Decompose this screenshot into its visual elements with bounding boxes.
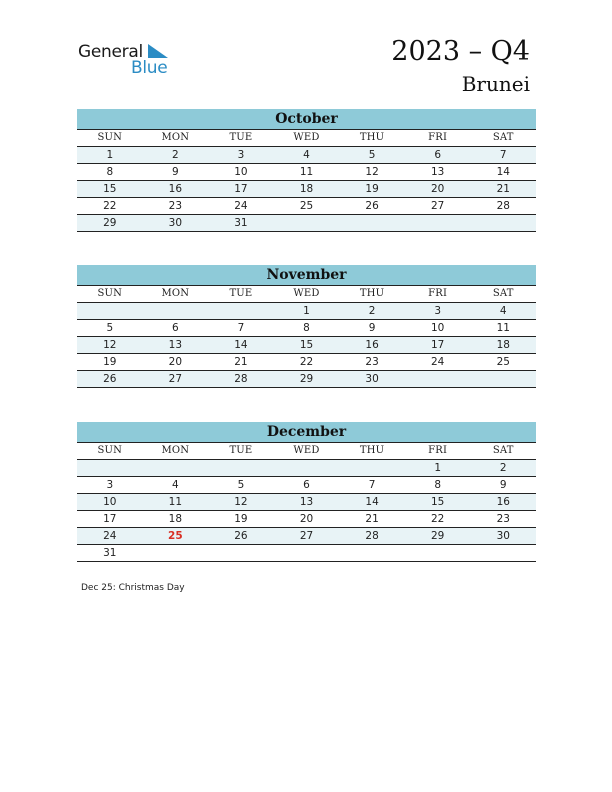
week-row: [77, 477, 536, 494]
country-name: Brunei: [461, 72, 530, 96]
logo: [78, 42, 178, 78]
day-cell: 27: [168, 373, 183, 385]
weekday-label: SAT: [492, 288, 514, 299]
day-cell: 7: [237, 322, 245, 334]
day-cell: 8: [106, 166, 114, 178]
day-cell: 17: [103, 513, 117, 525]
weekday-label: SUN: [97, 288, 123, 299]
day-cell: 3: [106, 479, 114, 491]
week-row: [77, 528, 536, 545]
week-row: [77, 181, 536, 198]
day-cell: [405, 215, 471, 231]
weekday-label: THU: [359, 445, 385, 456]
weekday-label: THU: [359, 132, 385, 143]
month-header: December: [77, 422, 536, 443]
logo-general-text: General: [78, 42, 143, 62]
month-october: [77, 109, 536, 232]
month-header: November: [77, 265, 536, 286]
week-row: [77, 198, 536, 215]
day-cell: 16: [365, 339, 379, 351]
day-cell: 11: [496, 322, 510, 334]
month-december: [77, 422, 536, 562]
weeks: [77, 460, 536, 562]
day-cell: [339, 215, 405, 231]
day-cell: 19: [103, 356, 117, 368]
day-cell: 3: [237, 149, 245, 161]
day-cell: 6: [303, 479, 310, 491]
day-cell: 29: [430, 530, 445, 542]
weekday-label: WED: [293, 445, 320, 456]
day-cell: 15: [299, 339, 314, 351]
day-cell: 10: [103, 496, 117, 508]
day-cell: 30: [168, 217, 183, 229]
day-cell: 20: [430, 183, 445, 195]
day-cell: 12: [103, 339, 117, 351]
day-cell: 8: [303, 322, 310, 334]
weeks: [77, 303, 536, 388]
day-cell: 10: [234, 166, 248, 178]
day-cell: 31: [234, 217, 248, 229]
day-cell: 25: [299, 200, 314, 212]
day-cell: 8: [434, 479, 442, 491]
day-cell: 9: [499, 479, 507, 491]
day-cell: 2: [368, 305, 376, 317]
day-cell: 25: [496, 356, 510, 368]
day-cell: 13: [299, 496, 314, 508]
month-november: [77, 265, 536, 388]
day-cell: 5: [106, 322, 114, 334]
day-cell: 24: [234, 200, 248, 212]
week-row: [77, 215, 536, 232]
day-cell: [274, 215, 340, 231]
day-cell: 23: [496, 513, 510, 525]
day-cell: 4: [172, 479, 179, 491]
day-cell: 20: [299, 513, 314, 525]
day-cell: 23: [168, 200, 183, 212]
day-cell: [339, 460, 405, 476]
day-cell: 15: [430, 496, 445, 508]
day-cell: 22: [430, 513, 445, 525]
weekday-label: SUN: [97, 132, 123, 143]
day-cell: 22: [103, 200, 117, 212]
day-cell: 18: [299, 183, 314, 195]
day-cell: 26: [234, 530, 248, 542]
weekday-label: TUE: [229, 445, 253, 456]
day-cell: [77, 460, 143, 476]
day-cell: 21: [234, 356, 248, 368]
weekday-label: MON: [161, 288, 190, 299]
holiday-day-cell: 25: [168, 530, 183, 542]
week-row: [77, 320, 536, 337]
weekday-label: TUE: [229, 288, 253, 299]
weekday-label: MON: [161, 132, 190, 143]
day-cell: 1: [303, 305, 310, 317]
day-cell: 10: [430, 322, 445, 334]
holiday-note: Dec 25: Christmas Day: [81, 583, 185, 593]
day-cell: 14: [365, 496, 379, 508]
day-cell: 17: [234, 183, 248, 195]
week-row: [77, 371, 536, 388]
weekday-label: FRI: [428, 288, 448, 299]
day-cell: 23: [365, 356, 379, 368]
week-row: [77, 460, 536, 477]
week-row: [77, 303, 536, 320]
day-cell: 19: [234, 513, 248, 525]
weekday-label: TUE: [229, 132, 253, 143]
day-cell: [405, 371, 471, 387]
day-cell: 26: [365, 200, 379, 212]
day-cell: 13: [430, 166, 445, 178]
day-cell: [405, 545, 471, 561]
day-cell: 16: [168, 183, 183, 195]
day-cell: 24: [430, 356, 445, 368]
day-cell: 21: [496, 183, 510, 195]
day-cell: 12: [365, 166, 379, 178]
day-cell: [470, 371, 536, 387]
day-cell: [77, 303, 143, 319]
day-cell: 11: [299, 166, 314, 178]
day-cell: 11: [168, 496, 183, 508]
weekday-label: FRI: [428, 132, 448, 143]
day-cell: 18: [496, 339, 510, 351]
day-cell: 6: [434, 149, 442, 161]
weekday-header-row: [77, 130, 536, 147]
day-cell: 3: [434, 305, 442, 317]
day-cell: [143, 303, 209, 319]
day-cell: 19: [365, 183, 379, 195]
day-cell: 28: [365, 530, 379, 542]
day-cell: 31: [103, 547, 117, 559]
day-cell: [208, 545, 274, 561]
logo-blue-text: Blue: [131, 58, 168, 78]
day-cell: 17: [430, 339, 445, 351]
day-cell: [274, 545, 340, 561]
day-cell: 6: [172, 322, 179, 334]
day-cell: 24: [103, 530, 117, 542]
week-row: [77, 494, 536, 511]
weekday-label: FRI: [428, 445, 448, 456]
day-cell: 4: [499, 305, 507, 317]
day-cell: 30: [365, 373, 379, 385]
weekday-label: WED: [293, 132, 320, 143]
weekday-label: SAT: [492, 132, 514, 143]
day-cell: 22: [299, 356, 314, 368]
day-cell: [208, 303, 274, 319]
day-cell: 2: [172, 149, 179, 161]
day-cell: [143, 460, 209, 476]
day-cell: 30: [496, 530, 510, 542]
week-row: [77, 511, 536, 528]
month-header: October: [77, 109, 536, 130]
day-cell: 2: [499, 462, 507, 474]
day-cell: [143, 545, 209, 561]
day-cell: 27: [430, 200, 445, 212]
day-cell: 15: [103, 183, 117, 195]
day-cell: 4: [303, 149, 310, 161]
day-cell: 1: [434, 462, 442, 474]
day-cell: 28: [234, 373, 248, 385]
day-cell: 28: [496, 200, 510, 212]
week-row: [77, 337, 536, 354]
weeks: [77, 147, 536, 232]
day-cell: 27: [299, 530, 314, 542]
day-cell: 9: [172, 166, 179, 178]
page-title: 2023 – Q4: [391, 36, 530, 67]
weekday-header-row: [77, 443, 536, 460]
day-cell: 12: [234, 496, 248, 508]
day-cell: 9: [368, 322, 376, 334]
day-cell: 26: [103, 373, 117, 385]
day-cell: [470, 545, 536, 561]
day-cell: [470, 215, 536, 231]
day-cell: 5: [237, 479, 245, 491]
weekday-label: MON: [161, 445, 190, 456]
week-row: [77, 147, 536, 164]
weekday-header-row: [77, 286, 536, 303]
day-cell: [339, 545, 405, 561]
day-cell: 16: [496, 496, 510, 508]
day-cell: 29: [103, 217, 117, 229]
day-cell: 5: [368, 149, 376, 161]
day-cell: 1: [106, 149, 114, 161]
day-cell: 29: [299, 373, 314, 385]
weekday-label: WED: [293, 288, 320, 299]
weekday-label: SUN: [97, 445, 123, 456]
weekday-label: SAT: [492, 445, 514, 456]
day-cell: [208, 460, 274, 476]
day-cell: 13: [168, 339, 183, 351]
day-cell: 14: [496, 166, 510, 178]
week-row: [77, 545, 536, 562]
week-row: [77, 164, 536, 181]
day-cell: [274, 460, 340, 476]
day-cell: 20: [168, 356, 183, 368]
weekday-label: THU: [359, 288, 385, 299]
flag-icon: [148, 44, 170, 60]
day-cell: 21: [365, 513, 379, 525]
day-cell: 18: [168, 513, 183, 525]
day-cell: 14: [234, 339, 248, 351]
day-cell: 7: [368, 479, 376, 491]
day-cell: 7: [499, 149, 507, 161]
week-row: [77, 354, 536, 371]
